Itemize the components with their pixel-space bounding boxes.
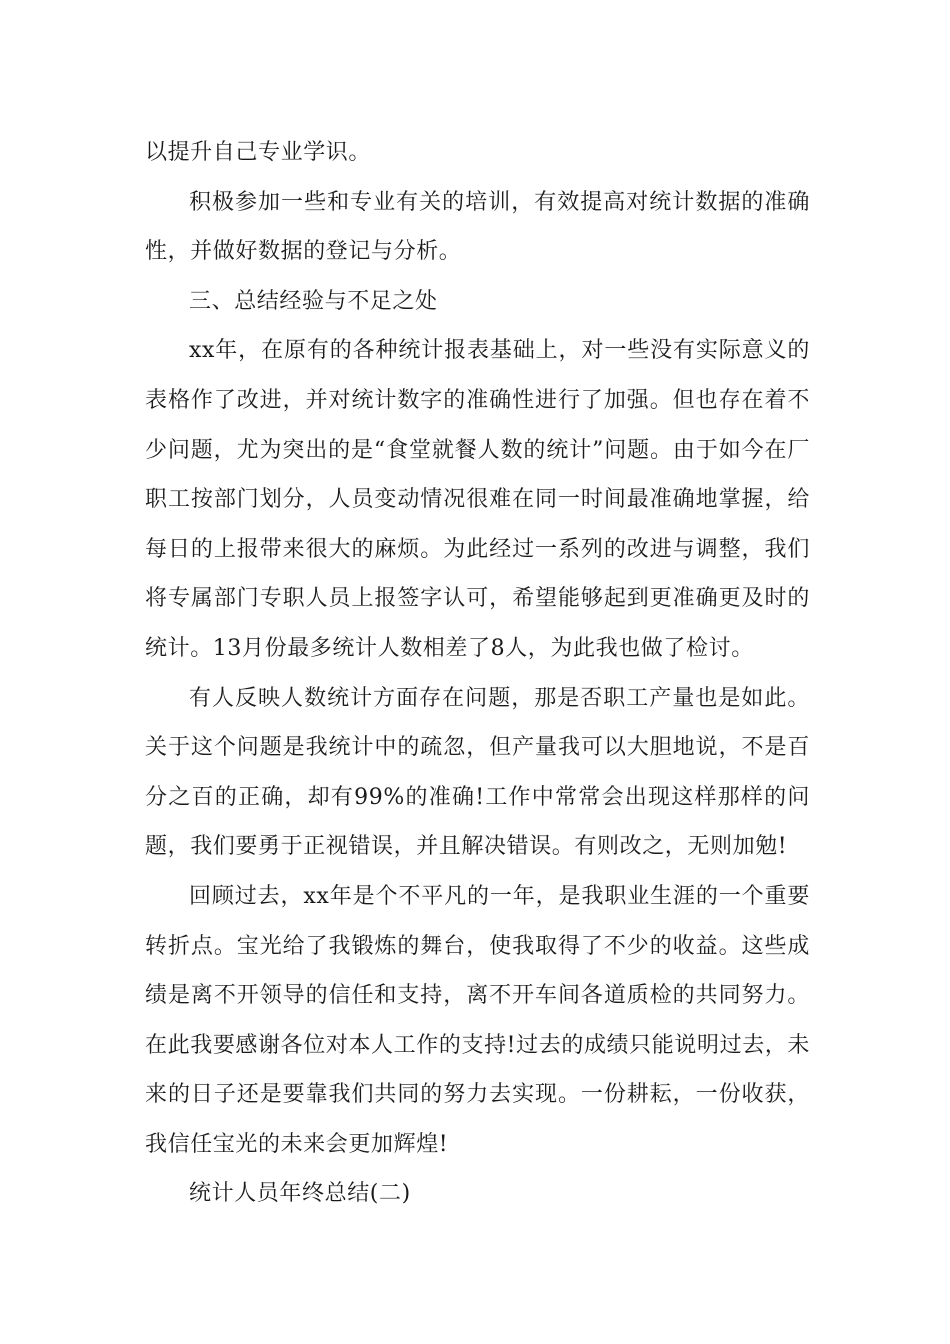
paragraph-review: 回顾过去，xx年是个不平凡的一年，是我职业生涯的一个重要转折点。宝光给了我锻炼的舞台，使我取得了不少的收益。这些成绩是离不开领导的信任和支持，离不开车间各道质检的共同努力。在此我要感谢各位对本人工作的支持!过去的成绩只能说明过去，未来的日子还是要靠我们共同的努力去实现。一份耕耘，一份收获，我信任宝光的未来会更加辉煌! [145, 883, 810, 1157]
paragraph-training: 积极参加一些和专业有关的培训，有效提高对统计数据的准确性，并做好数据的登记与分析。 [145, 189, 810, 265]
paragraph-issues: 有人反映人数统计方面存在问题，那是否职工产量也是如此。关于这个问题是我统计中的疏忽，但产量我可以大胆地说，不是百分之百的正确，却有99%的准确!工作中常常会出现这样那样的问题，我们要勇于正视错误，并且解决错误。有则改之，无则加勉! [145, 685, 810, 860]
next-document-title: 统计人员年终总结(二) [189, 1181, 411, 1207]
section-heading: 三、总结经验与不足之处 [189, 288, 438, 314]
document-body [145, 128, 810, 1219]
paragraph-continuation: 以提升自己专业学识。 [145, 140, 372, 165]
paragraph-improvements: xx年，在原有的各种统计报表基础上，对一些没有实际意义的表格作了改进，并对统计数字的准确性进行了加强。但也存在着不少问题，尤为突出的是“食堂就餐人数的统计”问题。由于如今在厂职工按部门划分，人员变动情况很难在同一时间最准确地掌握，给每日的上报带来很大的麻烦。为此经过一系列的改进与调整，我们将专属部门专职人员上报签字认可，希望能够起到更准确更及时的统计。13月份最多统计人数相差了8人，为此我也做了检讨。 [145, 338, 810, 661]
